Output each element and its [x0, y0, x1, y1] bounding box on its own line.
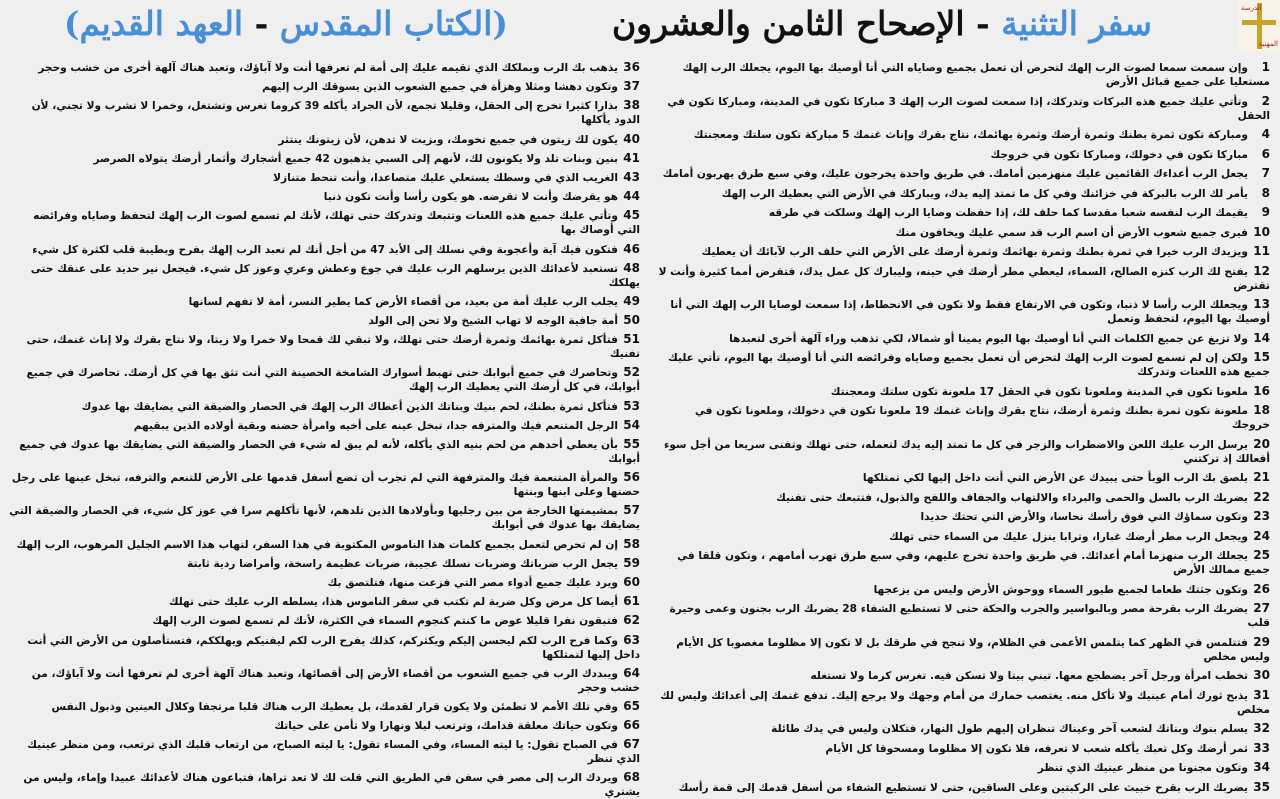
verse	[8, 242, 640, 257]
verse-text: ملعونا تكون في المدينة وملعونا تكون في الحقل 17 ملعونة تكون سلتك ومعجنتك	[830, 385, 1248, 398]
verse	[8, 503, 640, 532]
verse	[656, 470, 1270, 485]
verses-column-right	[656, 60, 1270, 794]
logo-text-bottom: المهنية	[1258, 40, 1278, 48]
verse-number: 33	[1253, 740, 1270, 755]
verse-number: 46	[623, 241, 640, 256]
verse-number: 53	[623, 398, 640, 413]
chapter-title-chapter: الإصحاح الثامن والعشرون	[611, 4, 965, 43]
verse	[8, 537, 640, 552]
verse-number: 27	[1253, 601, 1270, 615]
verse-text: يكون لك زيتون في جميع تخومك، وبزيت لا تدهن، لأن زيتونك ينتثر	[278, 133, 618, 146]
verse	[656, 244, 1270, 259]
verse-text: وتكون دهشا ومثلا وهزأة في جميع الشعوب الذين يسوقك الرب إليهم	[262, 81, 618, 94]
verse-text: وتأتي عليك جميع هذه اللعنات وتتبعك وتدركك حتى تهلك، لأنك لم تسمع لصوت الرب إلهك لتحفظ وصاياه وفرائضه التي أوصاك بها	[33, 210, 640, 237]
verse	[656, 721, 1270, 736]
verse-number: 56	[623, 470, 640, 485]
verse-text: أمة جافية الوجه لا تهاب الشيخ ولا تحن إلى الولد	[368, 315, 618, 328]
verse-number: 60	[623, 574, 640, 589]
verse	[656, 688, 1270, 717]
verse-text: ويجعل الرب مطر أرضك غبارا، وترابا ينزل عليك من السماء حتى تهلك	[888, 530, 1248, 543]
verse-number: 62	[623, 613, 640, 628]
verse-number: 64	[623, 665, 640, 680]
verse	[8, 770, 640, 799]
verse-number: 37	[623, 79, 640, 94]
verse-number: 43	[623, 169, 640, 184]
verse	[656, 741, 1270, 756]
verse	[656, 166, 1270, 181]
verse	[8, 294, 640, 309]
verse-text: هو يقرضك وأنت لا تقرضه. هو يكون رأسا وأنت تكون ذنبا	[323, 191, 618, 204]
book-title-part2: العهد القديم)	[63, 4, 244, 43]
verse	[8, 437, 640, 466]
verse-number: 40	[623, 131, 640, 146]
verse	[8, 556, 640, 571]
verse-number: 25	[1253, 548, 1270, 562]
verse-number: 7	[1261, 166, 1270, 180]
verse-text: الرجل المتنعم فيك والمترفه جدا، تبخل عينه على أخيه وامرأة حضنه وبقية أولاده الذين يبقيهم	[133, 419, 618, 432]
verse	[8, 470, 640, 499]
verse-text: وإن سمعت سمعا لصوت الرب إلهك لتحرص أن تعمل بجميع وصاياه التي أنا أوصيك بها اليوم، يجعلك الرب إلهك مستعليا على جميع قبائل الأرض	[682, 62, 1270, 88]
verse-text: وتكون حياتك معلقة قدامك، وترتعب ليلا ونهارا ولا تأمن على حياتك	[274, 720, 618, 733]
verse-number: 15	[1253, 350, 1270, 364]
verse	[656, 403, 1270, 432]
verse	[656, 297, 1270, 326]
header	[0, 0, 1280, 56]
verse-text: تخطب امرأة ورجل آخر يضطجع معها. تبني بيتا ولا تسكن فيه. تغرس كرما ولا تستغله	[810, 670, 1248, 682]
verse-text: يضربك الرب بقرح خبيث على الركبتين وعلى الساقين، حتى لا تستطيع الشفاء من أسفل قدمك إلى قمة رأسك	[678, 781, 1248, 794]
verse-number: 50	[623, 313, 640, 328]
verses-column-left	[8, 60, 640, 799]
verse	[656, 635, 1270, 664]
verse	[656, 548, 1270, 577]
verse	[656, 94, 1270, 123]
logo-text-top: الدرسة	[1241, 4, 1262, 12]
verse	[656, 205, 1270, 220]
verse-number: 2	[1261, 93, 1270, 108]
verse	[656, 384, 1270, 399]
book-title-part1: (الكتاب المقدس	[279, 4, 508, 43]
verse	[8, 60, 640, 75]
verse-number: 45	[623, 208, 640, 223]
verse-number: 38	[623, 98, 640, 113]
school-logo	[1238, 0, 1280, 52]
verse	[8, 666, 640, 695]
verse-number: 30	[1253, 668, 1270, 682]
verse	[656, 780, 1270, 795]
verse-text: ويردك الرب إلى مصر في سفن في الطريق التي قلت لك لا تعد تراها، فتباعون هناك لأعدائك عبيدا وإماء، وليس من يشتري	[23, 772, 640, 799]
verse-text: يقيمك الرب لنفسه شعبا مقدسا كما حلف لك، إذا حفظت وصايا الرب إلهك وسلكت في طرقه	[768, 207, 1248, 219]
book-title	[63, 4, 508, 43]
verse-number: 54	[623, 417, 640, 432]
verse-text: أيضا كل مرض وكل ضربة لم تكتب في سفر الناموس هذا، يسلطه الرب عليك حتى تهلك	[168, 596, 618, 609]
verse-text: يجلب الرب عليك أمة من بعيد، من أقصاء الأرض كما يطير النسر، أمة لا تفهم لسانها	[188, 295, 618, 308]
verse-text: يفتح لك الرب كنزه الصالح، السماء، ليعطي مطر أرضك في حينه، وليبارك كل عمل يدك، فتقرض أمما كثيرة وأنت لا تقترض	[658, 265, 1270, 292]
verse-text: ولكن إن لم تسمع لصوت الرب إلهك لتحرص أن تعمل بجميع وصاياه وفرائضه التي أنا أوصيك بها اليوم، تأتي عليك جميع هذه اللعنات وتدركك	[668, 352, 1270, 378]
verse-text: مباركا تكون في دخولك، ومباركا تكون في خروجك	[990, 148, 1248, 161]
verse-number: 58	[623, 536, 640, 551]
verse	[8, 575, 640, 590]
verse-text: وتأتي عليك جميع هذه البركات وتدركك، إذا سمعت لصوت الرب إلهك 3 مباركا تكون في المدينة، ومباركا تكون في الحقل	[667, 95, 1270, 122]
verse-text: يجعل الرب أعداءك القائمين عليك منهزمين أمامك. في طريق واحدة يخرجون عليك، وفي سبع طرق يهربون أمامك	[662, 168, 1248, 180]
verse-text: يلصق بك الرب الوبأ حتى يبيدك عن الأرض التي أنت داخل إليها لكي تمتلكها	[862, 472, 1248, 484]
verse-number: 48	[623, 260, 640, 275]
verse-number: 41	[623, 150, 640, 165]
verse-number: 44	[623, 189, 640, 204]
verse-number: 22	[1253, 489, 1270, 504]
verse-number: 35	[1253, 779, 1270, 794]
verse-text: يجعل الرب ضرباتك وضربات نسلك عجيبة، ضربات عظيمة راسخة، وأمراضا ردية ثابتة	[187, 557, 618, 570]
logo-cross-horizontal	[1242, 20, 1276, 25]
verse-text: ثمر أرضك وكل تعبك يأكله شعب لا تعرفه، فلا تكون إلا مظلوما ومسحوقا كل الأيام	[825, 742, 1248, 755]
verse-number: 66	[623, 718, 640, 733]
verse	[8, 418, 640, 433]
verse	[8, 132, 640, 147]
verse-number: 11	[1253, 244, 1270, 258]
verse-text: بنين وبنات تلد ولا يكونون لك، لأنهم إلى السبي يذهبون 42 جميع أشجارك وأثمار أرضك يتولاه الصرصر	[93, 152, 618, 165]
verse-number: 6	[1261, 146, 1270, 161]
verse-number: 21	[1253, 470, 1270, 484]
verse-number: 26	[1253, 581, 1270, 596]
verse-number: 59	[623, 555, 640, 570]
verse-number: 65	[623, 698, 640, 713]
verse-number: 32	[1253, 721, 1270, 735]
verse	[656, 186, 1270, 201]
verse-number: 36	[623, 60, 640, 74]
verse-number: 34	[1253, 760, 1270, 774]
verse-number: 14	[1253, 330, 1270, 345]
verse-text: بمشيمتها الخارجة من بين رجليها وبأولادها الذين تلدهم، لأنها تأكلهم سرا في عوز كل شيء، في الحصار والضيقة التي يضايقك بها عدوك في أبوابك	[9, 505, 640, 532]
verse-text: فتبقون نفرا قليلا عوض ما كنتم كنجوم السماء في الكثرة، لأنك لم تسمع لصوت الرب إلهك	[152, 615, 618, 628]
verse	[8, 189, 640, 204]
verse	[8, 332, 640, 361]
chapter-title-separator: -	[964, 4, 1002, 43]
verse	[8, 208, 640, 237]
verse-text: يضربك الرب بقرحة مصر وبالبواسير والجرب والحكة حتى لا تستطيع الشفاء 28 يضربك الرب بجنون وعمى وحيرة قلب	[669, 603, 1270, 629]
verse-text: يذبح ثورك أمام عينيك ولا تأكل منه. يغتصب حمارك من أمام وجهك ولا يرجع إليك. تدفع غنمك إلى أعدائك وليس لك مخلص	[660, 689, 1270, 716]
verse	[656, 529, 1270, 544]
verse	[656, 147, 1270, 162]
verse-text: ويجعلك الرب رأسا لا ذنبا، وتكون في الارتفاع فقط ولا تكون في الانحطاط، إذا سمعت لوصايا الرب إلهك التي أنا أوصيك بها اليوم، لتحفظ وتعمل	[670, 299, 1270, 325]
verse-number: 55	[623, 437, 640, 451]
chapter-title-book: سفر التثنية	[1001, 4, 1152, 43]
verse-number: 8	[1261, 185, 1270, 200]
verse-number: 51	[623, 332, 640, 347]
verse	[656, 127, 1270, 142]
verse-number: 1	[1261, 60, 1270, 74]
verse	[8, 170, 640, 185]
verse	[8, 365, 640, 394]
chapter-title	[611, 4, 1152, 43]
verse-number: 4	[1261, 127, 1270, 141]
verse	[8, 718, 640, 733]
verse	[656, 60, 1270, 89]
verse-text: الغريب الذي في وسطك يستعلي عليك متصاعدا، وأنت تنحط متنازلا	[273, 171, 618, 184]
verse	[656, 668, 1270, 683]
verse	[8, 699, 640, 714]
verse	[8, 151, 640, 166]
verse-text: والمرأة المتنعمة فيك والمترفهة التي لم تجرب أن تضع أسفل قدمها على الأرض للتنعم والترفه، تبخل عينها على رجل حضنها وعلى ابنها وبنتها	[11, 472, 640, 499]
verse	[8, 313, 640, 328]
verse-text: يرسل الرب عليك اللعن والاضطراب والزجر في كل ما تمتد إليه يدك لتعمله، حتى تهلك وتفنى سريعا من أجل سوء أفعالك إذ تركتني	[663, 438, 1270, 465]
verse-number: 31	[1253, 687, 1270, 702]
verse-number: 12	[1253, 263, 1270, 278]
verse-text: ومباركة تكون ثمرة بطنك وثمرة أرضك وثمرة بهائمك، نتاج بقرك وإناث غنمك 5 مباركة تكون سلتك ومعجنتك	[693, 129, 1248, 141]
verse-text: ويرد عليك جميع أدواء مصر التي فزعت منها، فتلتصق بك	[327, 576, 618, 589]
verse-number: 67	[623, 737, 640, 752]
verse-text: وتكون سماؤك التي فوق رأسك نحاسا، والأرض التي تحتك حديدا	[920, 511, 1248, 523]
verse	[8, 613, 640, 628]
verse-number: 13	[1253, 297, 1270, 311]
verse	[656, 331, 1270, 346]
verse-text: يذهب بك الرب وبملكك الذي تقيمه عليك إلى أمة لم تعرفها أنت ولا آباؤك، وتعبد هناك آلهة أخرى من خشب وحجر	[38, 62, 618, 74]
verse	[656, 490, 1270, 505]
verse	[656, 350, 1270, 379]
verse-text: يسلم بنوك وبناتك لشعب آخر وعيناك تنظران إليهم طول النهار، فتكلان وليس في يدك طائلة	[771, 723, 1248, 735]
book-title-separator: -	[243, 4, 280, 43]
verse-text: تستعبد لأعدائك الذين يرسلهم الرب عليك في جوع وعطش وعري وعوز كل شيء. فيجعل نير حديد على عنقك حتى يهلكك	[30, 262, 640, 289]
verse-text: فتكون فيك آية وأعجوبة وفي نسلك إلى الأبد 47 من أجل أنك لم تعبد الرب إلهك بفرح وبطيبة قلب لكثرة كل شيء	[32, 243, 618, 256]
verse-text: وفي تلك الأمم لا تطمئن ولا يكون قرار لقدمك، بل يعطيك الرب هناك قلبا مرتجفا وكلال العينين وذبول النفس	[51, 700, 618, 713]
verse-text: يأمر لك الرب بالبركة في خزائنك وفي كل ما تمتد إليه يدك، ويباركك في الأرض التي يعطيك الرب إلهك	[721, 187, 1248, 200]
verse-text: ملعونة تكون ثمرة بطنك وثمرة أرضك، نتاج بقرك وإناث غنمك 19 ملعونا تكون في دخولك، وملعونا تكون في خروجك	[694, 405, 1270, 431]
verse-number: 68	[623, 770, 640, 785]
verse-text: إن لم تحرص لتعمل بجميع كلمات هذا الناموس المكتوبة في هذا السفر، لتهاب هذا الاسم الجليل المرهوب، الرب إلهك	[16, 538, 618, 551]
verse-number: 18	[1253, 403, 1270, 417]
verse-number: 52	[623, 365, 640, 380]
verse	[656, 601, 1270, 630]
verse-number: 10	[1253, 224, 1270, 239]
verse-text: فتأكل ثمرة بهائمك وثمرة أرضك حتى تهلك، ولا تبقي لك قمحا ولا خمرا ولا زيتا، ولا نتاج بقرك ولا إناث غنمك، حتى تفنيك	[26, 334, 640, 361]
verse-number: 9	[1261, 205, 1270, 219]
verse-number: 16	[1253, 383, 1270, 398]
verse-number: 49	[623, 293, 640, 308]
verse-text: ولا تزيغ عن جميع الكلمات التي أنا أوصيك بها اليوم يمينا أو شمالا، لكي تذهب وراء آلهة أخرى لتعبدها	[729, 332, 1248, 345]
verse	[656, 437, 1270, 466]
verse-text: فتتلمس في الظهر كما يتلمس الأعمى في الظلام، ولا تنجح في طرقك بل لا تكون إلا مظلوما مغصوبا كل الأيام وليس مخلص	[676, 636, 1270, 663]
verse-number: 23	[1253, 509, 1270, 523]
verse-number: 29	[1253, 634, 1270, 649]
verse-text: فتأكل ثمرة بطنك، لحم بنيك وبناتك الذين أعطاك الرب إلهك في الحصار والضيقة التي يضايقك بها عدوك	[81, 400, 618, 413]
verse	[656, 509, 1270, 524]
verse-number: 61	[623, 594, 640, 609]
verse-text: بذارا كثيرا تخرج إلى الحقل، وقليلا تجمع، لأن الجراد يأكله 39 كروما تغرس وتشتغل، وخمرا لا تشرب ولا تجني، لأن الدود يأكلها	[31, 100, 640, 127]
verse	[656, 225, 1270, 240]
verse	[656, 760, 1270, 775]
verse-text: وتكون مجنونا من منظر عينيك الذي تنظر	[1037, 762, 1248, 774]
verse	[8, 633, 640, 662]
verse-number: 63	[623, 632, 640, 647]
verse	[8, 399, 640, 414]
verse-text: فيرى جميع شعوب الأرض أن اسم الرب قد سمي عليك ويخافون منك	[895, 226, 1248, 239]
verse	[8, 98, 640, 127]
verse-text: ويبددك الرب في جميع الشعوب من أقصاء الأرض إلى أقصائها، وتعبد هناك آلهة أخرى لم تعرفها أنت ولا آباؤك، من خشب وحجر	[31, 667, 640, 694]
verse-number: 24	[1253, 528, 1270, 543]
verse-number: 20	[1253, 436, 1270, 451]
verse-text: وتحاصرك في جميع أبوابك حتى تهبط أسوارك الشامخة الحصينة التي أنت تثق بها في كل أرضك. تحاصرك في جميع أبوابك، في كل أرضك التي يعطيك الرب إلهك	[26, 367, 640, 394]
verse-text: في الصباح تقول: يا ليته المساء، وفي المساء تقول: يا ليته الصباح، من ارتعاب قلبك الذي ترتعب، ومن منظر عينيك الذي تنظر	[27, 739, 640, 766]
verse-text: وتكون جثتك طعاما لجميع طيور السماء ووحوش الأرض وليس من يزعجها	[873, 583, 1248, 596]
verse-number: 57	[623, 503, 640, 518]
verse-text: بأن يعطي أحدهم من لحم بنيه الذي يأكله، لأنه لم يبق له شيء في الحصار والضيقة التي يضايقك بها عدوك في جميع أبوابك	[19, 439, 640, 465]
verse-text: وكما فرح الرب لكم ليحسن إليكم ويكثركم، كذلك يفرح الرب لكم ليفنيكم ويهلككم، فتستأصلون من الأرض التي أنت داخل إليها لتمتلكها	[27, 634, 640, 661]
verse	[8, 737, 640, 766]
verse-text: ويزيدك الرب خيرا في ثمرة بطنك وثمرة بهائمك وثمرة أرضك على الأرض التي حلف الرب لآبائك أن يعطيك	[701, 246, 1248, 258]
verse	[8, 79, 640, 94]
verse	[8, 594, 640, 609]
verse	[656, 582, 1270, 597]
verse-text: يضربك الرب بالسل والحمى والبرداء والالتهاب والجفاف واللفح والذبول، فتتبعك حتى تفنيك	[776, 491, 1248, 504]
verse	[8, 261, 640, 290]
verse-text: يجعلك الرب منهزما أمام أعدائك. في طريق واحدة تخرج عليهم، وفي سبع طرق تهرب أمامهم ، وتكون قلقا في جميع ممالك الأرض	[677, 550, 1270, 576]
verse	[656, 264, 1270, 293]
